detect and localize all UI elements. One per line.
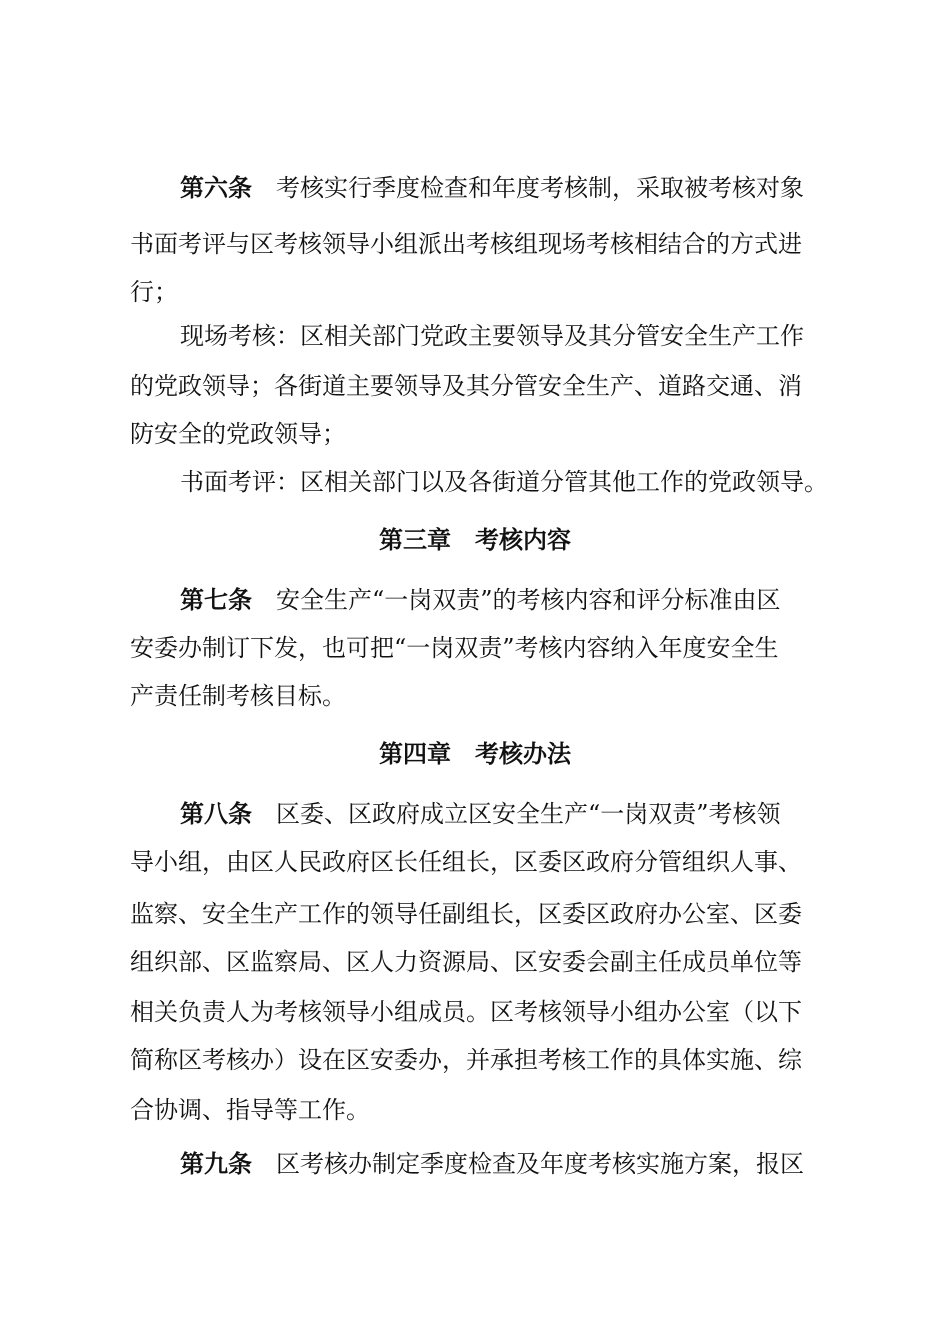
chapter3-label: 第三章 [379, 526, 451, 554]
article8-text-1: 区委、区政府成立区安全生产“一岗双责”考核领 [276, 800, 781, 828]
chapter4-heading [0, 738, 950, 770]
article7-line-1 [0, 584, 950, 616]
article8-line-3: 监察、安全生产工作的领导任副组长，区委区政府办公室、区委 [130, 900, 802, 928]
article6-line-2: 书面考评与区考核领导小组派出考核组现场考核相结合的方式进 [130, 230, 802, 258]
article8-line-2: 导小组，由区人民政府区长任组长，区委区政府分管组织人事、 [130, 848, 802, 876]
chapter4-label: 第四章 [379, 740, 451, 768]
article7-line-2: 安委办制订下发，也可把“一岗双责”考核内容纳入年度安全生 [130, 634, 779, 662]
article6-text-1: 考核实行季度检查和年度考核制，采取被考核对象 [276, 174, 804, 202]
article8-line-1 [0, 798, 950, 830]
chapter4-title: 考核办法 [475, 740, 571, 768]
chapter3-heading [0, 524, 950, 556]
onsite-line-1: 现场考核：区相关部门党政主要领导及其分管安全生产工作 [180, 322, 804, 350]
article8-label: 第八条 [180, 800, 252, 828]
article8-line-4: 组织部、区监察局、区人力资源局、区安委会副主任成员单位等 [130, 948, 802, 976]
written-line-1: 书面考评：区相关部门以及各街道分管其他工作的党政领导。 [180, 468, 828, 496]
article8-line-6: 简称区考核办）设在区安委办，并承担考核工作的具体实施、综 [130, 1046, 802, 1074]
chapter3-title: 考核内容 [475, 526, 571, 554]
article7-label: 第七条 [180, 586, 252, 614]
article6-line-1 [0, 172, 950, 204]
onsite-line-3: 防安全的党政领导； [130, 420, 346, 448]
article9-text-1: 区考核办制定季度检查及年度考核实施方案，报区 [276, 1150, 804, 1178]
article7-text-1: 安全生产“一岗双责”的考核内容和评分标准由区 [276, 586, 781, 614]
onsite-line-2: 的党政领导；各街道主要领导及其分管安全生产、道路交通、消 [130, 372, 802, 400]
article8-line-7: 合协调、指导等工作。 [130, 1096, 370, 1124]
article8-line-5: 相关负责人为考核领导小组成员。区考核领导小组办公室（以下 [130, 998, 802, 1026]
article6-label: 第六条 [180, 174, 252, 202]
article9-line-1 [0, 1148, 950, 1180]
article6-line-3: 行； [130, 278, 178, 306]
article9-label: 第九条 [180, 1150, 252, 1178]
article7-line-3: 产责任制考核目标。 [130, 682, 346, 710]
